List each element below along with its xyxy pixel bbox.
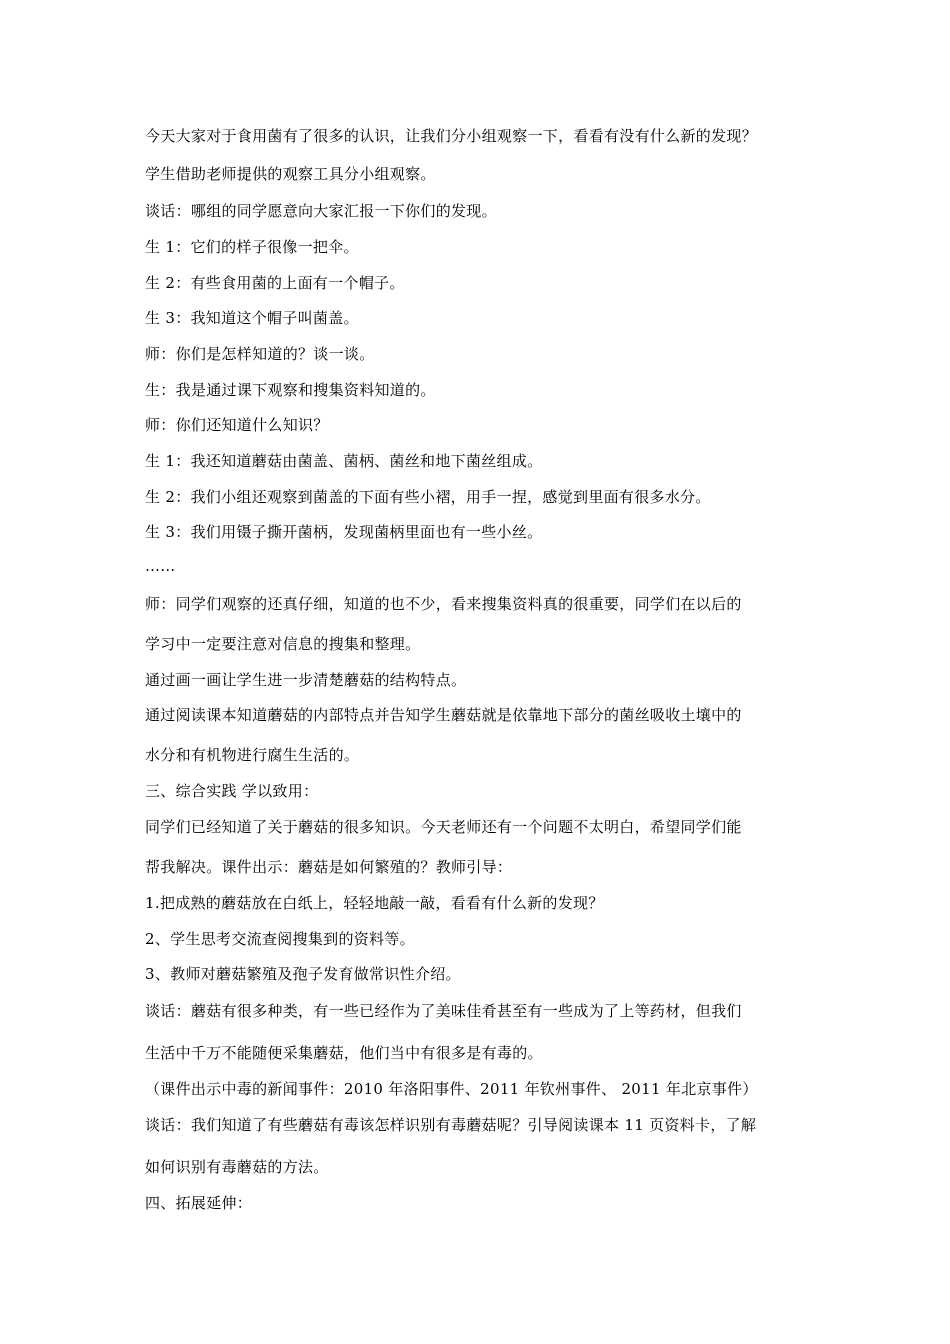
text-line: 2、学生思考交流查阅搜集到的资料等。 <box>145 930 415 948</box>
text-line: 学生借助老师提供的观察工具分小组观察。 <box>145 165 436 183</box>
text-line: 水分和有机物进行腐生生活的。 <box>145 746 360 764</box>
text-line: 同学们已经知道了关于蘑菇的很多知识。今天老师还有一个问题不太明白，希望同学们能 <box>145 818 742 836</box>
text-line: 通过画一画让学生进一步清楚蘑菇的结构特点。 <box>145 671 467 689</box>
text-line: 通过阅读课本知道蘑菇的内部特点并告知学生蘑菇就是依靠地下部分的菌丝吸收土壤中的 <box>145 706 742 724</box>
text-line: 师：同学们观察的还真仔细，知道的也不少，看来搜集资料真的很重要，同学们在以后的 <box>145 595 742 613</box>
text-line: 生 2：有些食用菌的上面有一个帽子。 <box>145 274 405 292</box>
text-line: 如何识别有毒蘑菇的方法。 <box>145 1158 329 1176</box>
text-line: 生 2：我们小组还观察到菌盖的下面有些小褶，用手一捏，感觉到里面有很多水分。 <box>145 488 711 506</box>
text-line: 生：我是通过课下观察和搜集资料知道的。 <box>145 381 436 399</box>
text-line: 师：你们是怎样知道的？谈一谈。 <box>145 345 375 363</box>
text-line: （课件出示中毒的新闻事件：2010 年洛阳事件、2011 年钦州事件、 2011 年北京事件） <box>145 1080 758 1098</box>
text-line: 生 3：我们用镊子撕开菌柄，发现菌柄里面也有一些小丝。 <box>145 523 543 541</box>
text-line: 生 3：我知道这个帽子叫菌盖。 <box>145 309 359 327</box>
text-line: 谈话：蘑菇有很多种类，有一些已经作为了美味佳肴甚至有一些成为了上等药材，但我们 <box>145 1002 742 1020</box>
text-line: 今天大家对于食用菌有了很多的认识，让我们分小组观察一下，看看有没有什么新的发现？ <box>145 127 758 145</box>
text-line: 1.把成熟的蘑菇放在白纸上，轻轻地敲一敲，看看有什么新的发现？ <box>145 894 604 912</box>
text-line: 生 1：我还知道蘑菇由菌盖、菌柄、菌丝和地下菌丝组成。 <box>145 452 543 470</box>
text-line: 3、教师对蘑菇繁殖及孢子发育做常识性介绍。 <box>145 965 461 983</box>
section-heading: 三、综合实践 学以致用： <box>145 782 319 800</box>
text-line: 谈话：我们知道了有些蘑菇有毒该怎样识别有毒蘑菇呢？引导阅读课本 11 页资料卡，了解 <box>145 1116 757 1134</box>
text-line: 谈话：哪组的同学愿意向大家汇报一下你们的发现。 <box>145 202 497 220</box>
section-heading: 四、拓展延伸： <box>145 1194 253 1212</box>
text-line: …… <box>145 557 176 575</box>
text-line: 帮我解决。课件出示：蘑菇是如何繁殖的？教师引导： <box>145 858 513 876</box>
text-line: 生 1：它们的样子很像一把伞。 <box>145 238 359 256</box>
text-line: 生活中千万不能随便采集蘑菇，他们当中有很多是有毒的。 <box>145 1044 543 1062</box>
text-line: 学习中一定要注意对信息的搜集和整理。 <box>145 635 421 653</box>
text-line: 师：你们还知道什么知识？ <box>145 416 329 434</box>
